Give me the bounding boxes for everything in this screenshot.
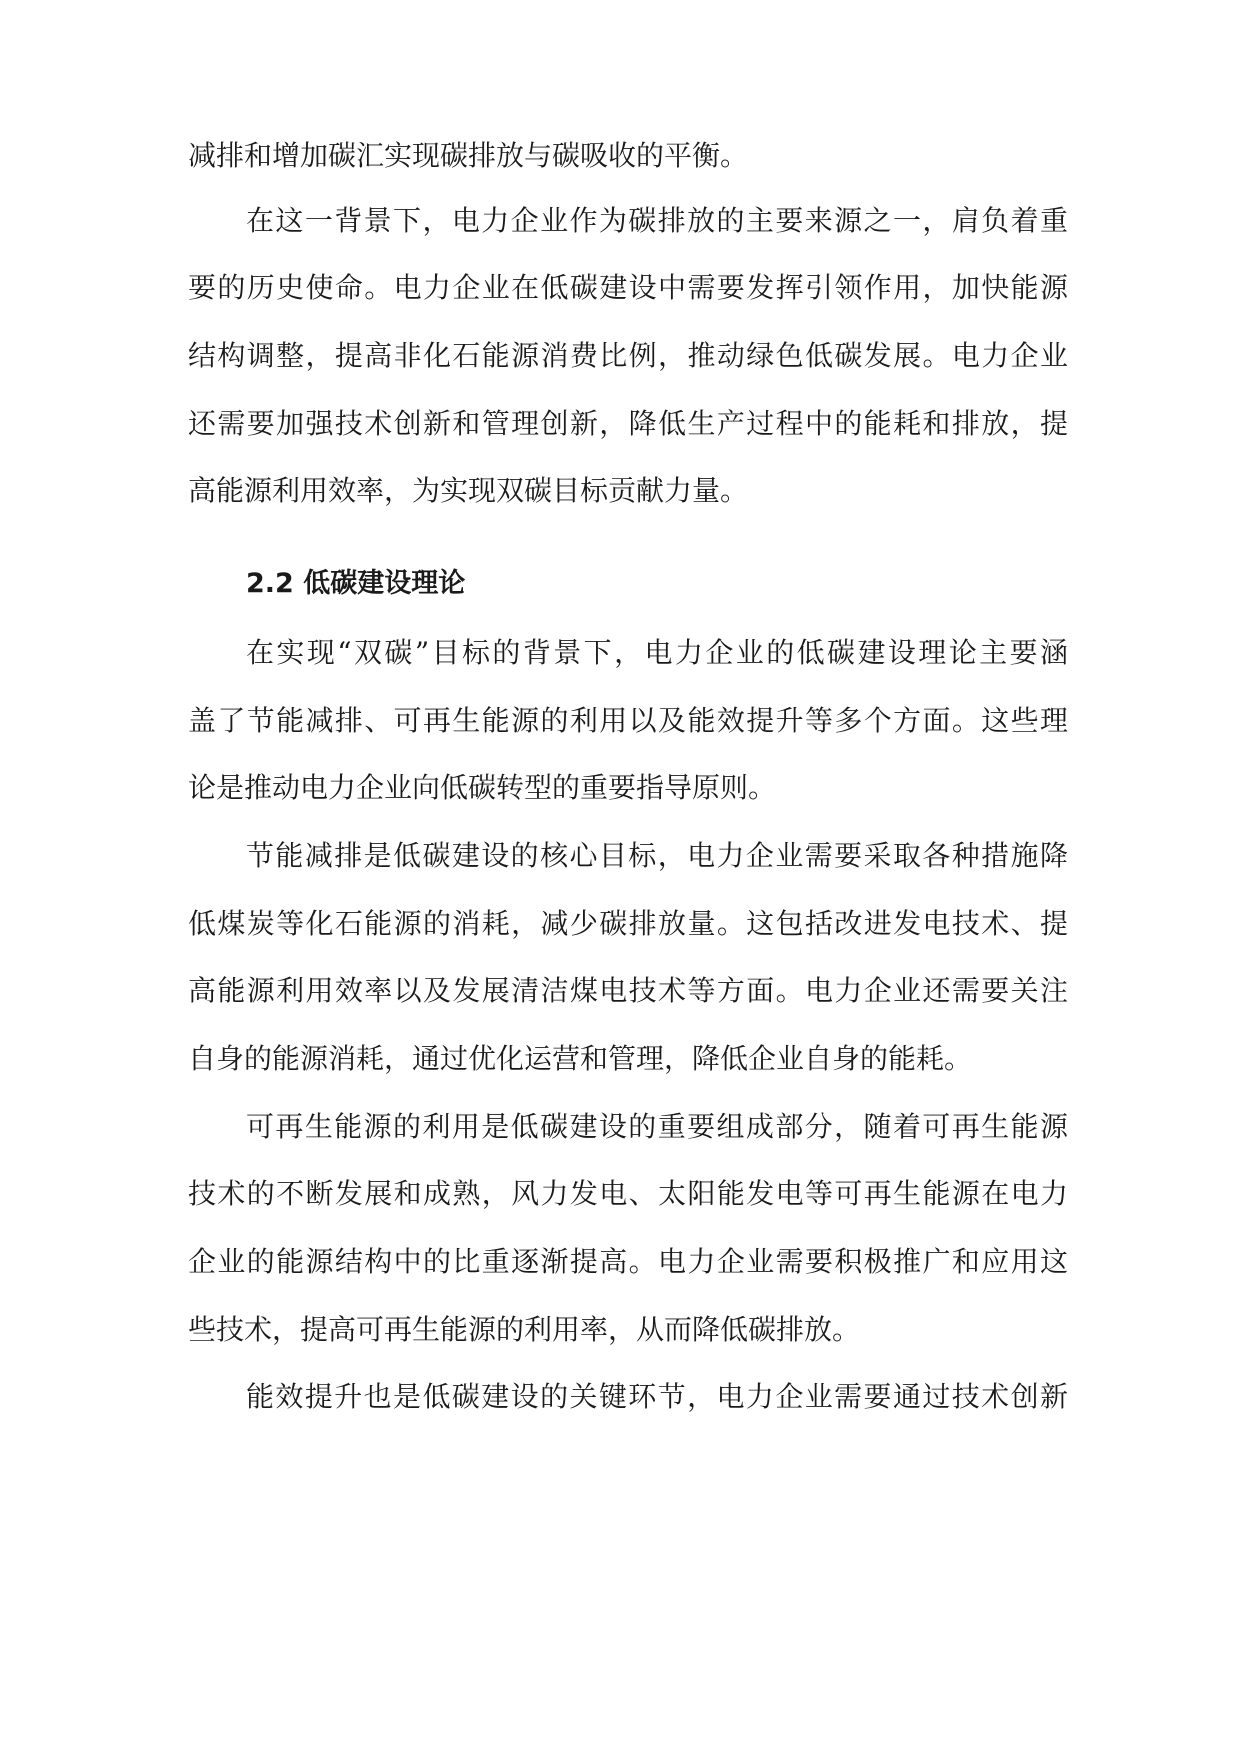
continuation-line-1: 减排和增加碳汇实现碳排放与碳吸收的平衡。 <box>188 139 749 172</box>
paragraph-4-line-2: 技术的不断发展和成熟，风力发电、太阳能发电等可再生能源在电力 <box>188 1177 1068 1210</box>
paragraph-4-line-3: 企业的能源结构中的比重逐渐提高。电力企业需要积极推广和应用这 <box>188 1245 1068 1278</box>
paragraph-4-line-4: 些技术，提高可再生能源的利用率，从而降低碳排放。 <box>188 1313 861 1346</box>
paragraph-3-line-4: 自身的能源消耗，通过优化运营和管理，降低企业自身的能耗。 <box>188 1042 973 1075</box>
paragraph-1-line-5: 高能源利用效率，为实现双碳目标贡献力量。 <box>188 474 749 507</box>
paragraph-1-line-4: 还需要加强技术创新和管理创新，降低生产过程中的能耗和排放，提 <box>188 407 1068 440</box>
section-heading: 2.2 低碳建设理论 <box>246 568 466 599</box>
paragraph-1-line-1: 在这一背景下，电力企业作为碳排放的主要来源之一，肩负着重 <box>246 204 1068 237</box>
paragraph-2-line-3: 论是推动电力企业向低碳转型的重要指导原则。 <box>188 771 777 804</box>
paragraph-2-line-1: 在实现“双碳”目标的背景下，电力企业的低碳建设理论主要涵 <box>246 636 1068 669</box>
paragraph-3-line-3: 高能源利用效率以及发展清洁煤电技术等方面。电力企业还需要关注 <box>188 974 1068 1007</box>
paragraph-3-line-2: 低煤炭等化石能源的消耗，减少碳排放量。这包括改进发电技术、提 <box>188 907 1068 940</box>
paragraph-1-line-2: 要的历史使命。电力企业在低碳建设中需要发挥引领作用，加快能源 <box>188 271 1068 304</box>
paragraph-1-line-3: 结构调整，提高非化石能源消费比例，推动绿色低碳发展。电力企业 <box>188 339 1068 372</box>
paragraph-5-line-1: 能效提升也是低碳建设的关键环节，电力企业需要通过技术创新 <box>246 1380 1068 1413</box>
paragraph-3-line-1: 节能减排是低碳建设的核心目标，电力企业需要采取各种措施降 <box>246 839 1068 872</box>
paragraph-2-line-2: 盖了节能减排、可再生能源的利用以及能效提升等多个方面。这些理 <box>188 704 1068 737</box>
paragraph-4-line-1: 可再生能源的利用是低碳建设的重要组成部分，随着可再生能源 <box>246 1110 1068 1143</box>
